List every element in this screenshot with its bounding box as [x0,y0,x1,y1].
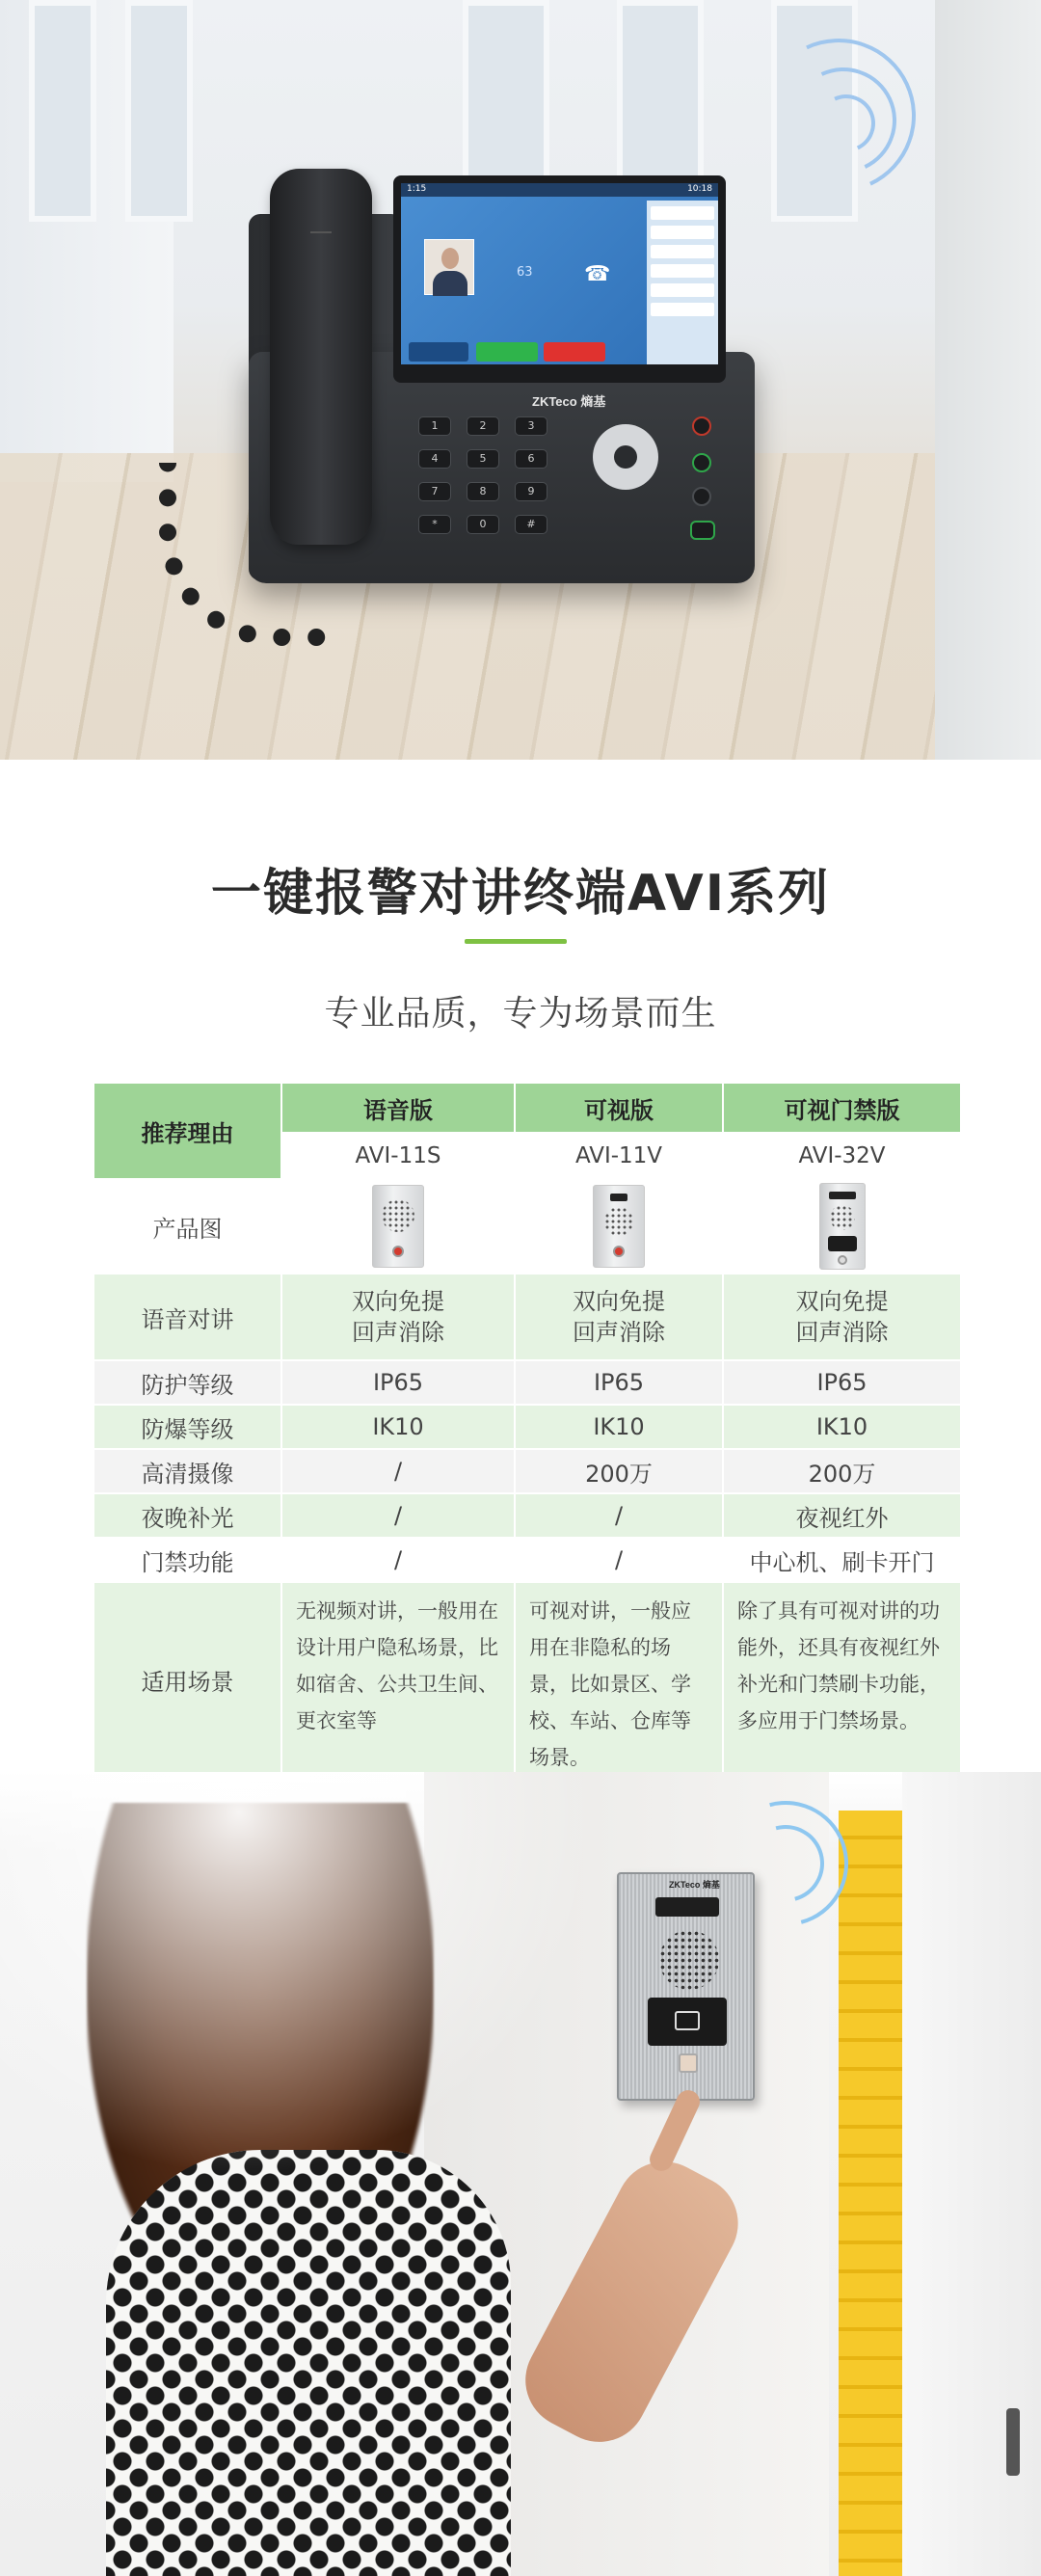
row-value: 除了具有可视对讲的功能外，还具有夜视红外补光和门禁刷卡功能，多应用于门禁场景。 [724,1583,960,1776]
caller-avatar [424,239,474,295]
phone-ring-icon: ☎ [584,262,611,286]
background-window [125,0,193,222]
background-wall-right [935,0,1041,760]
keypad-key: * [418,515,451,534]
column-name: 语音版 [282,1084,514,1132]
table-row [94,1450,960,1492]
row-value: IP65 [724,1361,960,1404]
product-image-cell [516,1180,722,1273]
phone-handset [270,169,372,545]
row-value: IK10 [516,1406,722,1448]
keypad-key: 4 [418,449,451,469]
column-model: AVI-32V [724,1134,960,1178]
keypad-key: 0 [467,515,499,534]
row-value: / [516,1539,722,1581]
table-row [94,1361,960,1404]
row-value: 双向免提 回声消除 [516,1275,722,1359]
panel-camera [655,1897,719,1917]
table-header-row [94,1084,960,1147]
row-value: IP65 [282,1361,514,1404]
row-value: IK10 [724,1406,960,1448]
row-value: 夜视红外 [724,1494,960,1537]
column-name: 可视版 [516,1084,722,1132]
table-row [94,1180,960,1273]
row-label: 适用场景 [94,1583,280,1776]
screen-status-bar [401,183,718,197]
row-label: 防护等级 [94,1361,280,1404]
table-row [94,1275,960,1359]
screen-line-list [647,201,718,364]
door-handle [1006,2408,1020,2476]
product-image-cell [282,1180,514,1273]
keypad-key: 2 [467,416,499,436]
row-value: 双向免提 回声消除 [724,1275,960,1359]
handset-mark [310,231,332,239]
column-name: 可视门禁版 [724,1084,960,1132]
row-label: 夜晚补光 [94,1494,280,1537]
product-image-avi-11v [593,1185,645,1268]
row-value: 中心机、刷卡开门 [724,1539,960,1581]
page-subtitle: 专业品质，专为场景而生 [324,994,717,1033]
row-value: 可视对讲，一般应用在非隐私的场景，比如景区、学校、车站、仓库等场景。 [516,1583,722,1776]
row-label: 产品图 [94,1180,280,1273]
panel-brand-logo: ZKTeco 熵基 [669,1880,720,1890]
table-row [94,1583,960,1776]
speaker-key-icon [690,521,715,540]
row-label: 门禁功能 [94,1539,280,1581]
column-model: AVI-11V [516,1134,722,1178]
row-value: 200万 [516,1450,722,1492]
screen-status-left: 1:15 [407,184,427,194]
intercom-panel [617,1872,755,2101]
product-image-cell [724,1180,960,1273]
screen-extension: 63 [517,265,533,280]
light-haze [0,1772,598,2177]
product-image-avi-32v [819,1183,866,1270]
row-value: / [282,1494,514,1537]
navigation-pad [593,424,658,490]
screen-hangup-button [544,342,605,362]
row-value: / [516,1494,722,1537]
page-title: 一键报警对讲终端AVI系列 [210,865,831,923]
keypad-key: 3 [515,416,547,436]
table-row [94,1406,960,1448]
keypad-key: 1 [418,416,451,436]
keypad-key: 5 [467,449,499,469]
background-window [29,0,96,222]
title-underline [465,939,567,944]
row-value: IK10 [282,1406,514,1448]
product-image-avi-11s [372,1185,424,1268]
screen-clock: 10:18 [687,184,712,194]
table-row [94,1494,960,1537]
phone-brand-logo: ZKTeco 熵基 [532,394,606,409]
table-corner-label: 推荐理由 [94,1084,280,1178]
screen-answer-button [476,342,538,362]
row-value: 无视频对讲，一般用在设计用户隐私场景，比如宿舍、公共卫生间、更衣室等 [282,1583,514,1776]
photo-yellow-brick [839,1811,902,2576]
table-row [94,1539,960,1581]
row-value: 200万 [724,1450,960,1492]
row-value: / [282,1539,514,1581]
row-value: 双向免提 回声消除 [282,1275,514,1359]
row-value: / [282,1450,514,1492]
headset-key-icon [692,453,711,472]
screen-softkey [409,342,468,362]
column-model: AVI-11S [282,1134,514,1178]
photo-door-frame [902,1772,1041,2576]
woman-polka-dot-top-pattern [106,2150,511,2576]
row-label: 语音对讲 [94,1275,280,1359]
table-model-row [94,1134,960,1178]
panel-speaker-grille [659,1930,719,1990]
keypad-key: 6 [515,449,547,469]
phone-screen [401,183,718,364]
keypad-key: # [515,515,547,534]
call-button [679,2053,698,2073]
card-reader-icon [648,1998,727,2046]
row-value: IP65 [516,1361,722,1404]
keypad-key: 8 [467,482,499,501]
keypad-key: 7 [418,482,451,501]
hangup-key-icon [692,416,711,436]
keypad-key: 9 [515,482,547,501]
redial-key-icon [692,487,711,506]
row-label: 高清摄像 [94,1450,280,1492]
row-label: 防爆等级 [94,1406,280,1448]
